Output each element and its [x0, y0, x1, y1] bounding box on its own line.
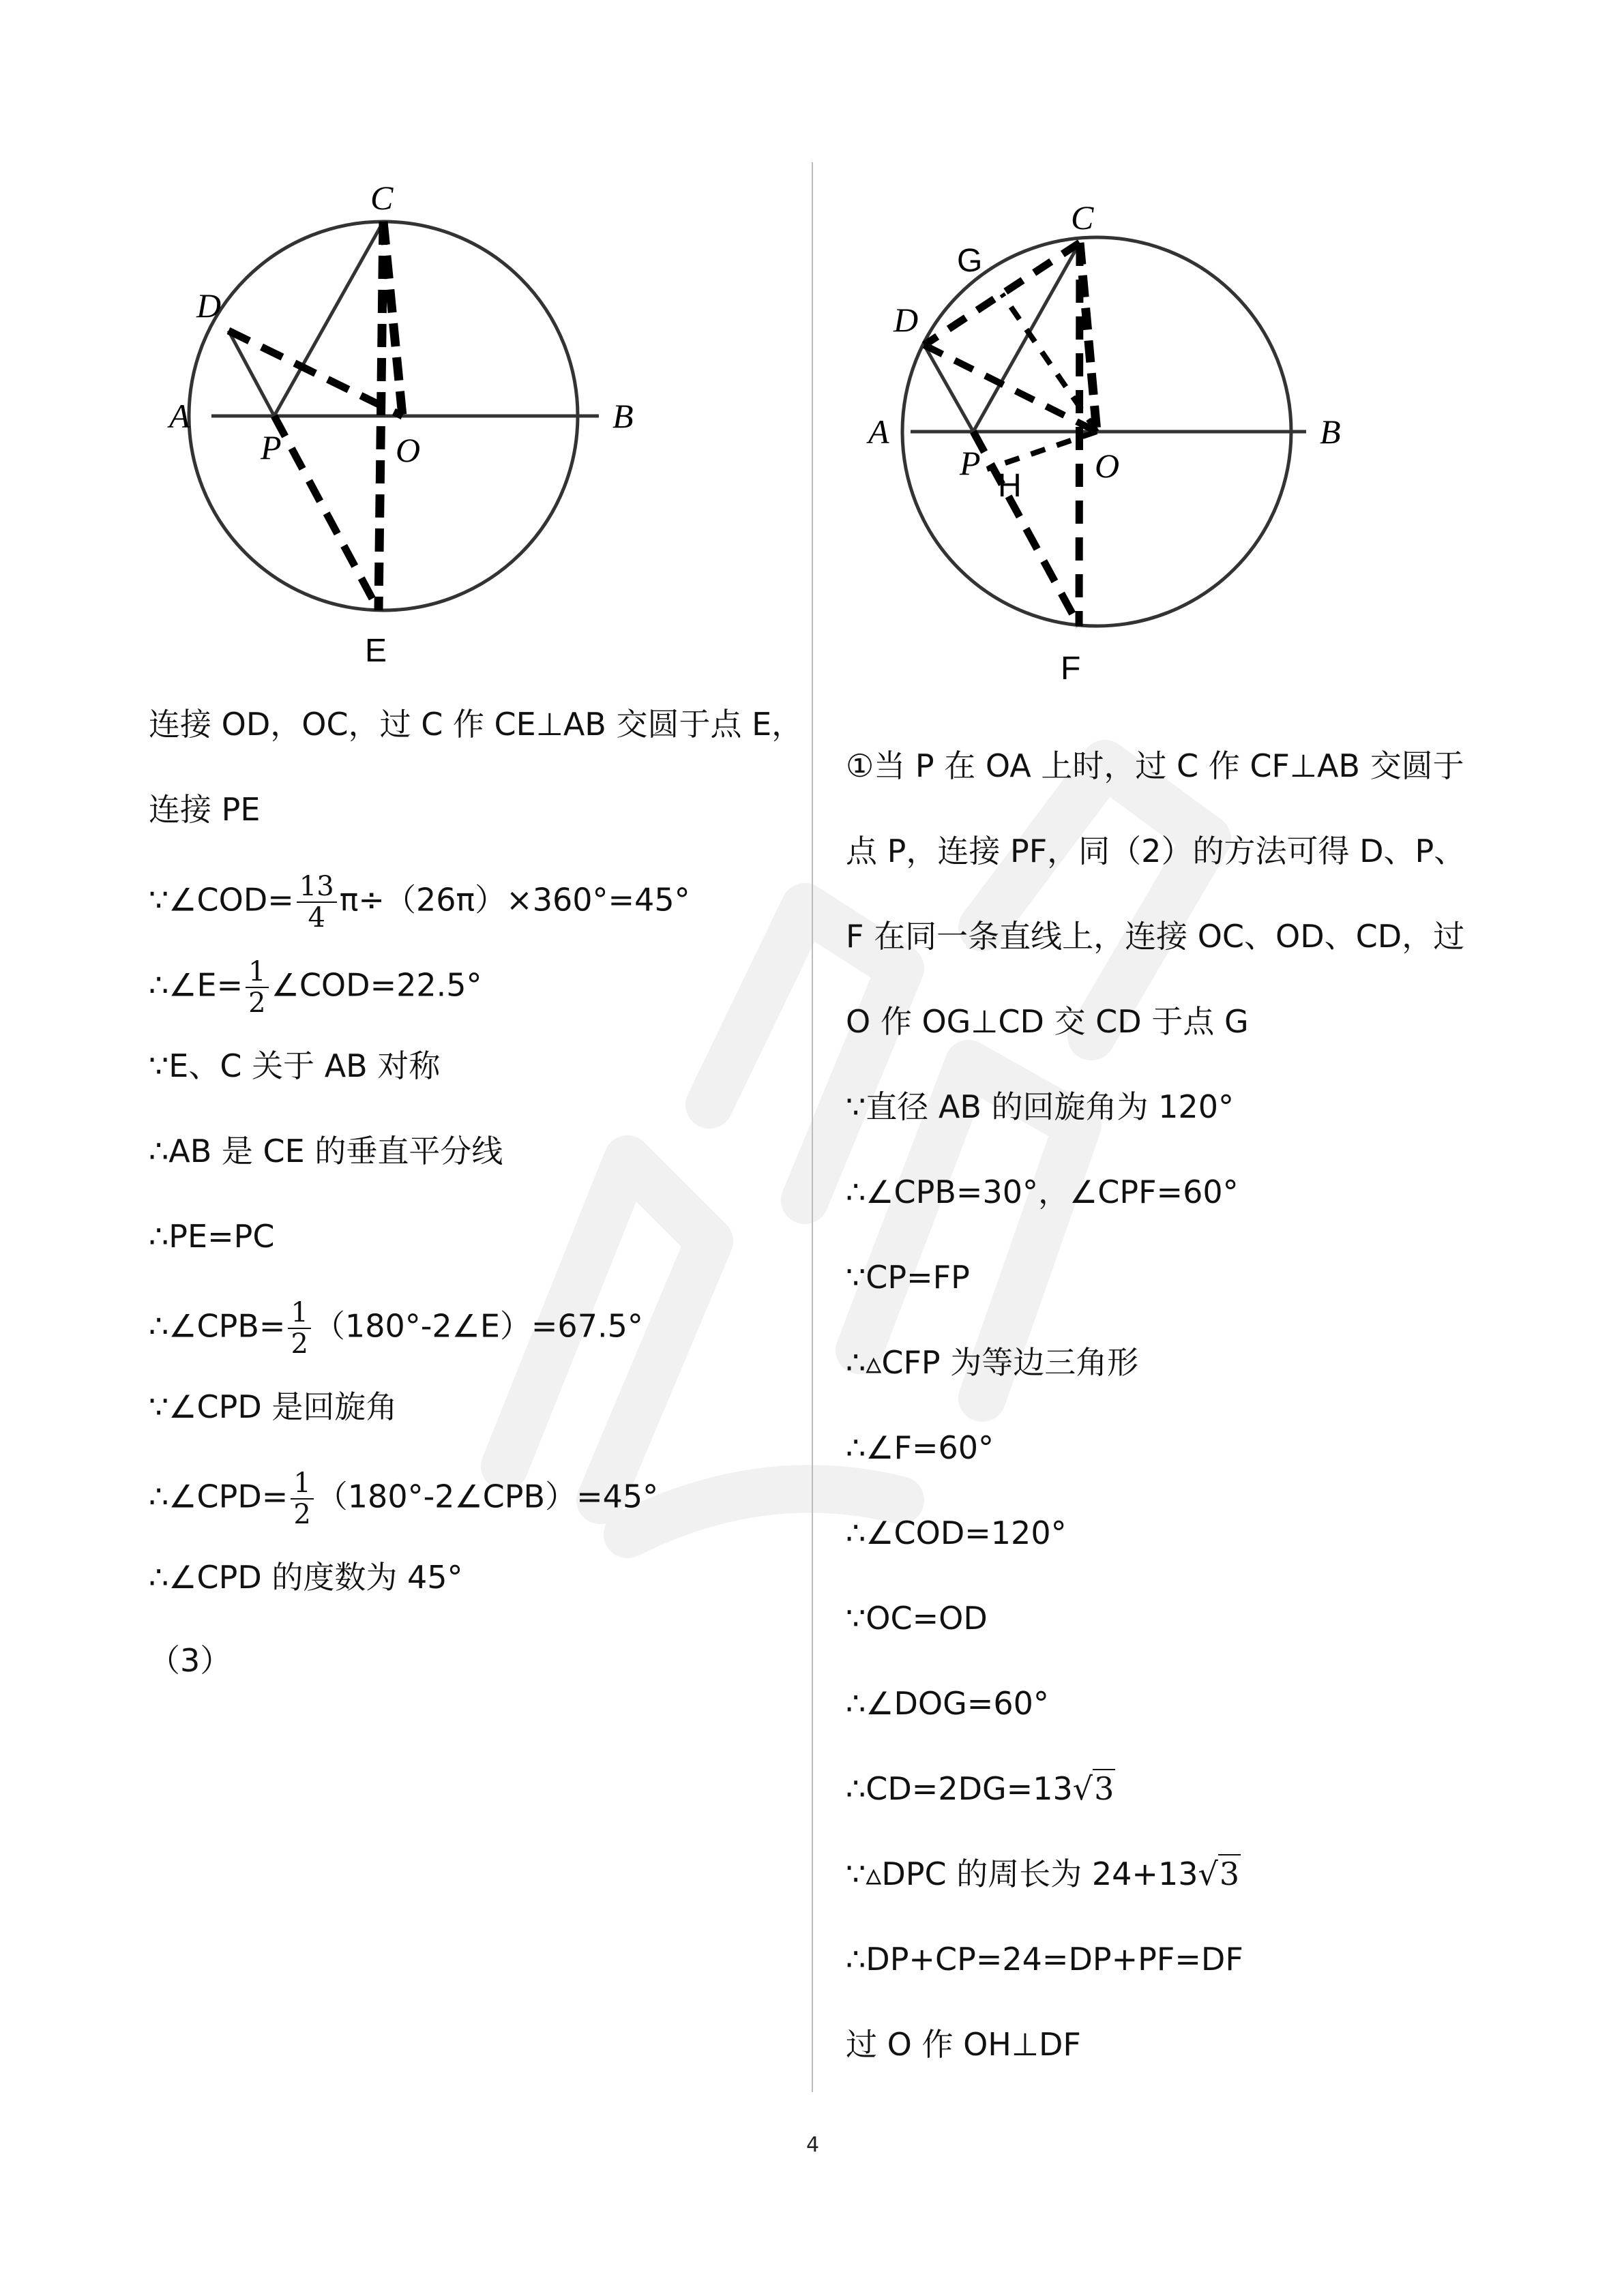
label-b: B [612, 397, 634, 435]
segment-dp [924, 345, 973, 432]
label-p: P [960, 444, 981, 482]
left-line-7: ∴PE=PC [149, 1218, 275, 1255]
right-line-13: ∴CD=2DG=13√3 [846, 1770, 1114, 1807]
left-line-2: 连接 PE [149, 791, 261, 828]
label-h: H [998, 468, 1022, 504]
right-line-2: 点 P，连接 PF，同（2）的方法可得 D、P、 [846, 833, 1466, 869]
label-o: O [396, 431, 421, 469]
geometry-figure-right [856, 183, 1388, 701]
right-line-6: ∴∠CPB=30°，∠CPF=60° [846, 1174, 1239, 1210]
segment-dp [228, 331, 274, 416]
label-c: C [1071, 198, 1094, 237]
fraction: $\frac{1}{2}$ [288, 1298, 310, 1359]
right-line-10: ∴∠COD=120° [846, 1515, 1067, 1551]
label-d: D [894, 301, 919, 339]
segment-oc [383, 222, 402, 416]
left-line-3: ∵∠COD= $\frac{13}{4}$ π÷（26π）×360°=45° [149, 871, 690, 934]
label-a: A [868, 413, 889, 451]
label-f: F [1061, 651, 1081, 687]
left-line-4: ∴∠E= $\frac{1}{2}$ ∠COD=22.5° [149, 956, 482, 1019]
page-number: 4 [806, 2133, 820, 2157]
right-line-5: ∵直径 AB 的回旋角为 120° [846, 1088, 1234, 1125]
segment-pf [973, 432, 1079, 626]
label-o: O [1095, 447, 1120, 485]
fraction: $\frac{13}{4}$ [297, 871, 337, 933]
segment-cp [274, 222, 383, 416]
left-line-11: ∴∠CPD 的度数为 45° [149, 1559, 463, 1596]
right-line-16: 过 O 作 OH⊥DF [846, 2026, 1081, 2063]
left-line-6: ∴AB 是 CE 的垂直平分线 [149, 1133, 503, 1169]
right-line-1: ①当 P 在 OA 上时，过 C 作 CF⊥AB 交圆于 [846, 747, 1464, 784]
left-line-10: ∴∠CPD= $\frac{1}{2}$ （180°-2∠CPB）=45° [149, 1467, 659, 1530]
square-root: √3 [1198, 1855, 1240, 1892]
label-e: E [365, 633, 387, 669]
label-c: C [370, 179, 394, 217]
fraction: $\frac{1}{2}$ [291, 1468, 313, 1530]
segment-pe [274, 416, 379, 610]
right-line-8: ∴▵CFP 为等边三角形 [846, 1344, 1139, 1381]
label-b: B [1320, 413, 1341, 451]
right-line-7: ∵CP=FP [846, 1259, 970, 1296]
right-line-11: ∵OC=OD [846, 1600, 988, 1637]
fraction: $\frac{1}{2}$ [246, 957, 268, 1018]
label-d: D [196, 286, 222, 325]
right-line-12: ∴∠DOG=60° [846, 1685, 1049, 1722]
left-line-1: 连接 OD，OC，过 C 作 CE⊥AB 交圆于点 E， [149, 706, 803, 743]
label-g: G [957, 243, 983, 279]
segment-cf [1079, 243, 1080, 626]
label-a: A [169, 397, 190, 435]
right-line-15: ∴DP+CP=24=DP+PF=DF [846, 1941, 1243, 1978]
right-line-14: ∵▵DPC 的周长为 24+13√3 [846, 1855, 1240, 1892]
right-line-4: O 作 OG⊥CD 交 CD 于点 G [846, 1003, 1249, 1040]
right-line-9: ∴∠F=60° [846, 1429, 994, 1466]
geometry-figure-left [143, 174, 675, 679]
left-line-12: （3） [149, 1642, 232, 1679]
left-line-9: ∵∠CPD 是回旋角 [149, 1388, 398, 1425]
label-p: P [261, 428, 282, 466]
square-root: √3 [1072, 1770, 1114, 1807]
right-line-3: F 在同一条直线上，连接 OC、OD、CD，过 [846, 918, 1465, 955]
column-divider [812, 162, 813, 2092]
left-line-5: ∵E、C 关于 AB 对称 [149, 1047, 441, 1084]
left-line-8: ∴∠CPB= $\frac{1}{2}$ （180°-2∠E）=67.5° [149, 1297, 643, 1360]
